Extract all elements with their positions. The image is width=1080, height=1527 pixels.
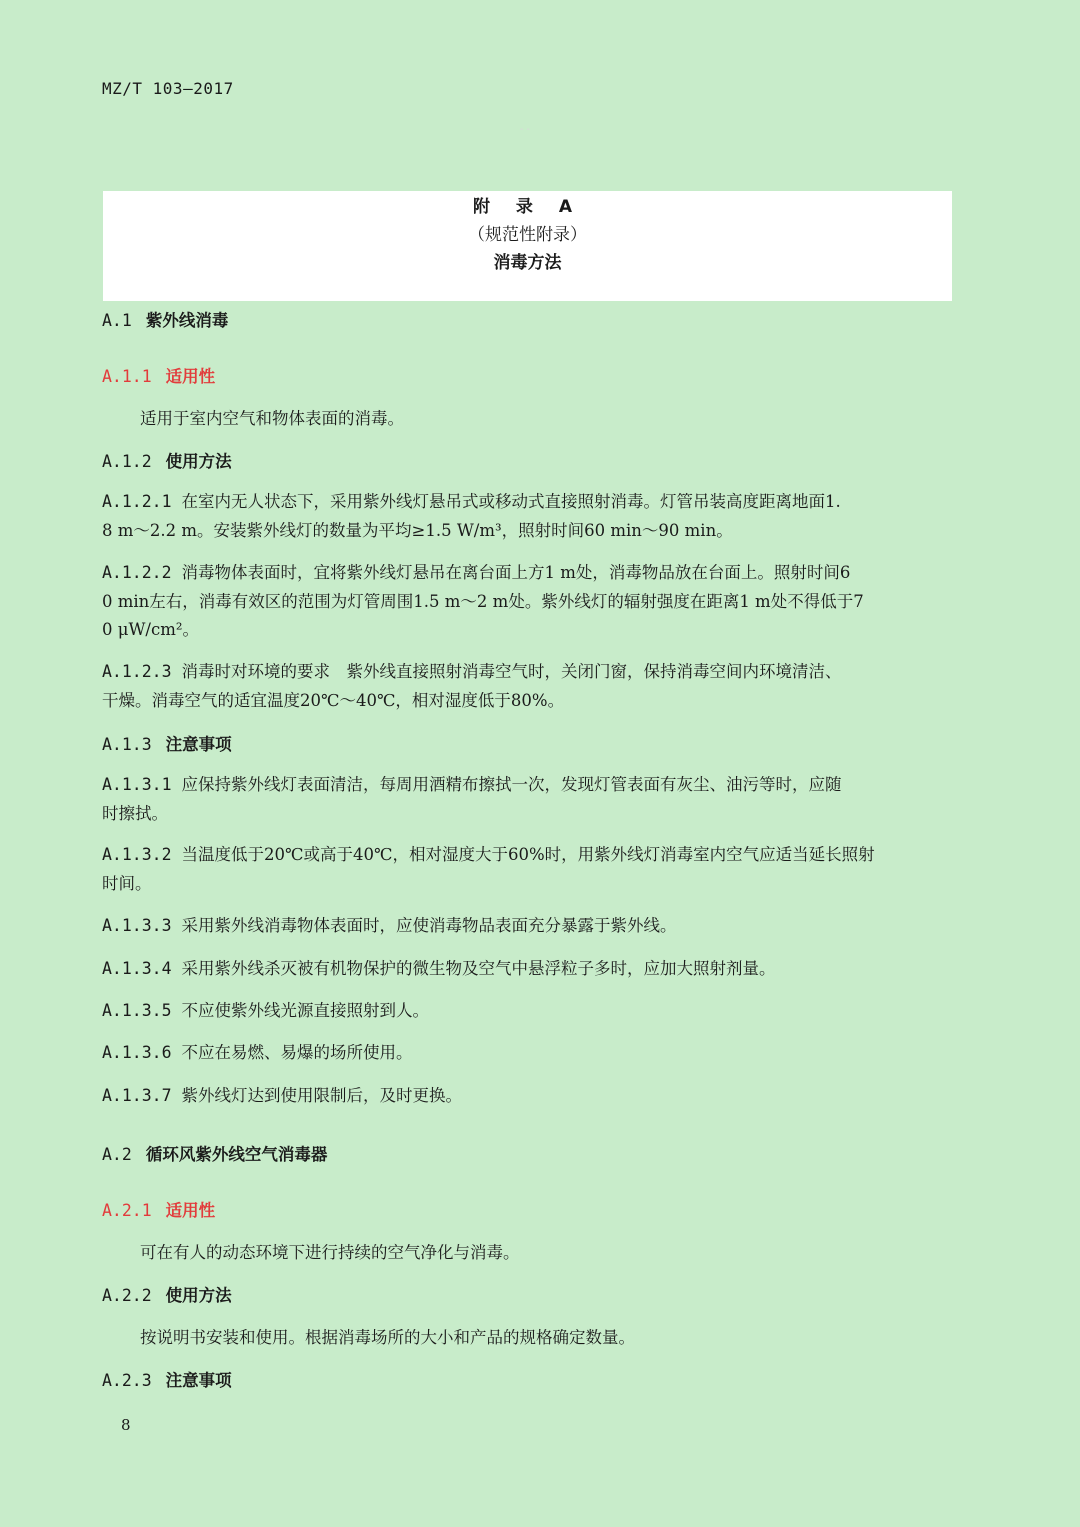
clause-line: 消毒物体表面时，宜将紫外线灯悬吊在离台面上方1 m处，消毒物品放在台面上。照射时间6 bbox=[181, 563, 851, 582]
subsection-title: 适用性 bbox=[165, 367, 216, 386]
subsection-heading-a2-3 bbox=[102, 1367, 232, 1391]
header-dash: - - bbox=[520, 124, 530, 135]
paragraph-a1-3-1 bbox=[102, 771, 952, 828]
subsection-heading-a2-2 bbox=[102, 1282, 232, 1306]
clause-number: A.1.2.3 bbox=[102, 662, 172, 681]
subsection-title: 注意事项 bbox=[165, 735, 232, 754]
clause-number: A.1.3.4 bbox=[102, 959, 172, 978]
section-title: 循环风紫外线空气消毒器 bbox=[145, 1145, 328, 1164]
annex-title-box bbox=[103, 191, 952, 301]
clause-line: 时间。 bbox=[102, 873, 152, 893]
standard-code: MZ/T 103—2017 bbox=[102, 79, 234, 98]
section-title: 紫外线消毒 bbox=[145, 311, 229, 330]
clause-line: 当温度低于20℃或高于40℃，相对湿度大于60%时，用紫外线灯消毒室内空气应适当延长照射 bbox=[181, 845, 875, 864]
subsection-heading-a1-3 bbox=[102, 731, 232, 755]
section-number: A.2 bbox=[102, 1145, 132, 1164]
annex-title: 附 录 A bbox=[473, 197, 582, 217]
clause-line: 0 μW/cm²。 bbox=[102, 620, 199, 639]
clause-line: 时擦拭。 bbox=[102, 803, 168, 823]
subsection-heading-a1-1 bbox=[102, 363, 215, 387]
section-number: A.1 bbox=[102, 311, 132, 330]
clause-line: 8 m～2.2 m。安装紫外线灯的数量为平均≥1.5 W/m³，照射时间60 min～90 min。 bbox=[102, 520, 733, 540]
paragraph-a1-3-6 bbox=[102, 1039, 413, 1068]
paragraph-a1-3-3 bbox=[102, 912, 677, 941]
subsection-number: A.1.2 bbox=[102, 452, 152, 471]
clause-text: 采用紫外线杀灭被有机物保护的微生物及空气中悬浮粒子多时，应加大照射剂量。 bbox=[181, 959, 776, 978]
clause-line: 0 min左右，消毒有效区的范围为灯管周围1.5 m～2 m处。紫外线灯的辐射强度在距离1 m处不得低于7 bbox=[102, 591, 864, 611]
page-number: 8 bbox=[121, 1416, 131, 1434]
clause-line: 消毒时对环境的要求 紫外线直接照射消毒空气时，关闭门窗，保持消毒空间内环境清洁、 bbox=[181, 662, 842, 681]
clause-number: A.1.3.3 bbox=[102, 916, 172, 935]
subsection-number: A.2.2 bbox=[102, 1286, 152, 1305]
clause-number: A.1.3.1 bbox=[102, 775, 172, 794]
annex-name: 消毒方法 bbox=[493, 253, 562, 273]
subsection-title: 适用性 bbox=[165, 1201, 216, 1220]
clause-number: A.1.3.2 bbox=[102, 845, 172, 864]
paragraph-a1-2-1 bbox=[102, 488, 952, 545]
subsection-title: 注意事项 bbox=[165, 1371, 232, 1390]
paragraph-a1-3-2 bbox=[102, 841, 952, 898]
clause-number: A.1.3.6 bbox=[102, 1043, 172, 1062]
paragraph-a2-2: 按说明书安装和使用。根据消毒场所的大小和产品的规格确定数量。 bbox=[140, 1328, 635, 1347]
clause-number: A.1.2.1 bbox=[102, 492, 172, 511]
paragraph-a1-2-2 bbox=[102, 559, 952, 645]
subsection-number: A.1.3 bbox=[102, 735, 152, 754]
clause-text: 不应使紫外线光源直接照射到人。 bbox=[181, 1001, 430, 1020]
paragraph-a2-1: 可在有人的动态环境下进行持续的空气净化与消毒。 bbox=[140, 1243, 520, 1262]
subsection-title: 使用方法 bbox=[165, 452, 232, 471]
paragraph-a1-3-7 bbox=[102, 1082, 462, 1111]
clause-text: 采用紫外线消毒物体表面时，应使消毒物品表面充分暴露于紫外线。 bbox=[181, 916, 677, 935]
clause-line: 在室内无人状态下，采用紫外线灯悬吊式或移动式直接照射消毒。灯管吊装高度距离地面1. bbox=[181, 492, 841, 511]
subsection-number: A.2.3 bbox=[102, 1371, 152, 1390]
clause-line: 干燥。消毒空气的适宜温度20℃～40℃，相对湿度低于80%。 bbox=[102, 690, 565, 710]
paragraph-a1-3-4 bbox=[102, 955, 776, 984]
section-heading-a1 bbox=[102, 307, 228, 331]
clause-line: 应保持紫外线灯表面清洁，每周用酒精布擦拭一次，发现灯管表面有灰尘、油污等时，应随 bbox=[181, 775, 842, 794]
section-heading-a2 bbox=[102, 1141, 327, 1165]
subsection-title: 使用方法 bbox=[165, 1286, 232, 1305]
subsection-number: A.1.1 bbox=[102, 367, 152, 386]
clause-number: A.1.3.7 bbox=[102, 1086, 172, 1105]
clause-number: A.1.3.5 bbox=[102, 1001, 172, 1020]
subsection-heading-a1-2 bbox=[102, 448, 232, 472]
clause-number: A.1.2.2 bbox=[102, 563, 172, 582]
paragraph-a1-2-3 bbox=[102, 658, 952, 715]
subsection-heading-a2-1 bbox=[102, 1197, 215, 1221]
annex-type: （规范性附录） bbox=[468, 225, 587, 245]
paragraph-a1-1: 适用于室内空气和物体表面的消毒。 bbox=[140, 409, 404, 428]
subsection-number: A.2.1 bbox=[102, 1201, 152, 1220]
paragraph-a1-3-5 bbox=[102, 997, 429, 1026]
clause-text: 紫外线灯达到使用限制后，及时更换。 bbox=[181, 1086, 463, 1105]
clause-text: 不应在易燃、易爆的场所使用。 bbox=[181, 1043, 413, 1062]
